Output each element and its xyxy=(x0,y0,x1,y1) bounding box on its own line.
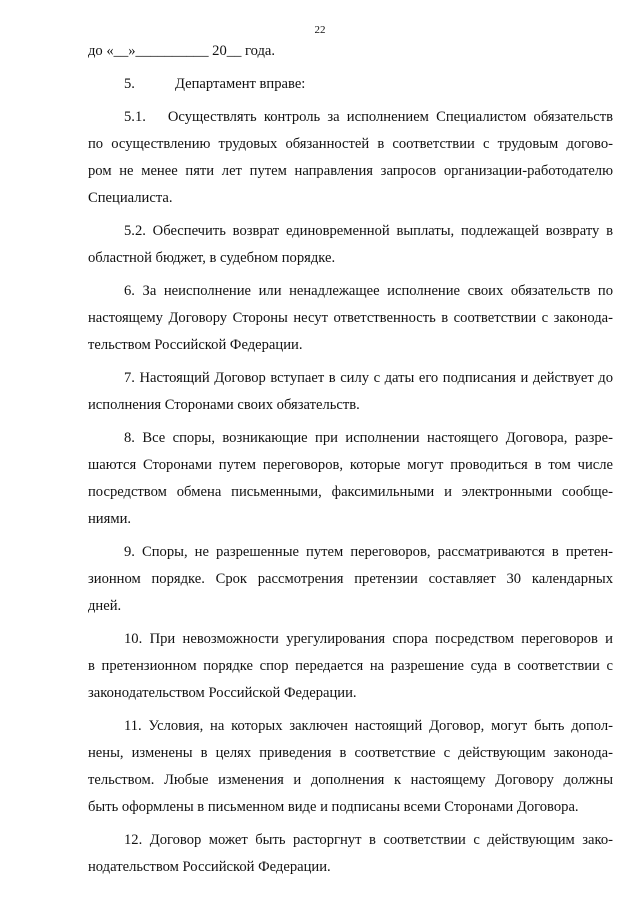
clause-5-1-line: Осуществлять контроль за исполнением Специалистом обязательств xyxy=(167,109,613,125)
clause-5-2-line: 5.2. Обеспечить возврат единовременной выплаты, подлежащей возврату в xyxy=(124,223,613,239)
clause-5-1-line: Специалиста. xyxy=(88,190,173,206)
clause-11 xyxy=(88,713,613,821)
clause-8 xyxy=(88,425,613,533)
clause-11-line: 11. Условия, на которых заключен настоящий Договор, могут быть допол- xyxy=(124,718,613,734)
clause-5-1-line: ром не менее пяти лет путем направления запросов организации-работодателю xyxy=(88,163,613,179)
clause-12 xyxy=(88,827,613,881)
date-line-paragraph xyxy=(88,38,613,65)
clause-10-line: в претензионном порядке спор передается на разрешение суда в соответствии с xyxy=(88,658,613,674)
clause-9 xyxy=(88,539,613,620)
clause-5-number: 5. xyxy=(124,76,135,92)
clause-5-1 xyxy=(88,104,613,212)
clause-12-line: нодательством Российской Федерации. xyxy=(88,859,331,875)
clause-11-line: тельством. Любые изменения и дополнения к настоящему Договору должны xyxy=(88,772,613,788)
clause-8-line: шаются Сторонами путем переговоров, которые могут проводиться в том числе xyxy=(88,457,613,473)
clause-9-line: зионном порядке. Срок рассмотрения претензии составляет 30 календарных xyxy=(88,571,613,587)
clause-10-line: 10. При невозможности урегулирования спора посредством переговоров и xyxy=(124,631,613,647)
clause-8-line: 8. Все споры, возникающие при исполнении настоящего Договора, разре- xyxy=(124,430,613,446)
clause-5-1-line: по осуществлению трудовых обязанностей в соответствии с трудовым догово- xyxy=(88,136,613,152)
clause-5-text: Департамент вправе: xyxy=(174,76,306,92)
clause-9-line: дней. xyxy=(88,598,122,614)
clause-5 xyxy=(88,71,613,98)
clause-9-line: 9. Споры, не разрешенные путем переговоров, рассматриваются в претен- xyxy=(124,544,613,560)
clause-7-line: исполнения Сторонами своих обязательств. xyxy=(88,397,360,413)
clause-6-line: тельством Российской Федерации. xyxy=(88,337,303,353)
document-body xyxy=(88,38,613,881)
clause-8-line: ниями. xyxy=(88,511,132,527)
clause-5-2 xyxy=(88,218,613,272)
page-number: 22 xyxy=(314,24,326,36)
clause-5-1-number: 5.1. xyxy=(124,109,146,125)
clause-10-line: законодательством Российской Федерации. xyxy=(88,685,357,701)
clause-12-line: 12. Договор может быть расторгнут в соответствии с действующим зако- xyxy=(124,832,613,848)
clause-11-line: нены, изменены в целях приведения в соответствие с действующим законода- xyxy=(88,745,613,761)
date-line: до «__»__________ 20__ года. xyxy=(88,43,276,59)
clause-7 xyxy=(88,365,613,419)
clause-5-2-line: областной бюджет, в судебном порядке. xyxy=(88,250,336,266)
clause-6 xyxy=(88,278,613,359)
clause-8-line: посредством обмена письменными, факсимильными и электронными сообще- xyxy=(88,484,613,500)
clause-7-line: 7. Настоящий Договор вступает в силу с даты его подписания и действует до xyxy=(124,370,613,386)
clause-10 xyxy=(88,626,613,707)
clause-6-line: 6. За неисполнение или ненадлежащее исполнение своих обязательств по xyxy=(124,283,613,299)
clause-6-line: настоящему Договору Стороны несут ответственность в соответствии с законода- xyxy=(88,310,613,326)
clause-11-line: быть оформлены в письменном виде и подписаны всеми Сторонами Договора. xyxy=(88,799,579,815)
